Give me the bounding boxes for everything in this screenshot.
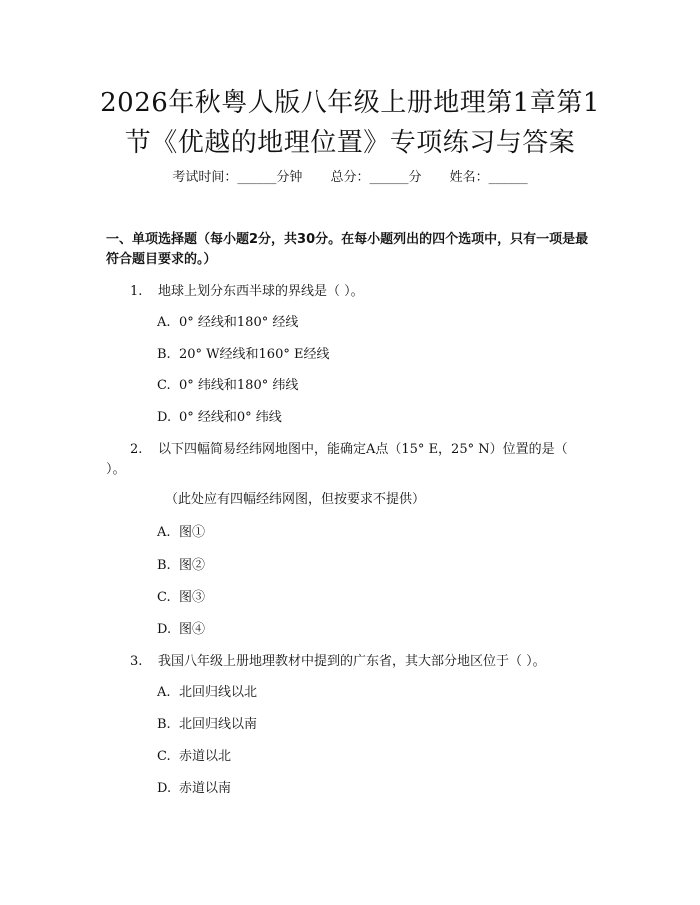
title-line-1: 2026年秋粤人版八年级上册地理第1章第1 <box>100 88 600 118</box>
option-1a <box>157 313 298 333</box>
option-3d <box>157 779 231 799</box>
option-text: 赤道以北 <box>179 749 232 764</box>
option-letter: B. <box>157 717 171 732</box>
option-letter: C. <box>157 749 171 764</box>
option-3c <box>157 747 231 767</box>
option-text: 图④ <box>179 622 206 637</box>
option-2c <box>157 588 205 608</box>
question-text: 我国八年级上册地理教材中提到的广东省，其大部分地区位于（ ）。 <box>158 654 546 669</box>
option-1d <box>157 408 282 428</box>
question-text: 以下四幅简易经纬网地图中，能确定A点（15° E，25° N）位置的是（ ）。 <box>106 442 568 477</box>
option-text: 北回归线以南 <box>179 717 258 732</box>
option-letter: C. <box>157 590 171 605</box>
option-1c <box>157 376 298 396</box>
option-2a <box>157 523 205 543</box>
option-2b <box>157 556 205 576</box>
option-text: 图① <box>179 525 206 540</box>
option-letter: C. <box>157 378 171 393</box>
question-3 <box>106 652 590 672</box>
option-letter: A. <box>157 525 171 540</box>
option-letter: D. <box>157 781 172 796</box>
option-3b <box>157 715 257 735</box>
question-number: 1. <box>130 284 143 299</box>
question-number: 3. <box>130 654 143 669</box>
option-text: 图③ <box>179 590 206 605</box>
title-line-2: 节《优越的地理位置》专项练习与答案 <box>124 128 576 158</box>
option-3a <box>157 683 257 703</box>
option-text: 图② <box>179 558 206 573</box>
option-text: 赤道以南 <box>179 781 232 796</box>
document-title <box>40 83 660 163</box>
option-letter: B. <box>157 347 171 362</box>
question-number: 2. <box>130 442 143 457</box>
question-text: 地球上划分东西半球的界线是（ ）。 <box>158 284 364 299</box>
option-letter: A. <box>157 685 171 700</box>
option-text: 北回归线以北 <box>179 685 258 700</box>
option-2d <box>157 620 205 640</box>
option-letter: A. <box>157 315 171 330</box>
exam-time: 考试时间：______分钟 <box>172 170 303 185</box>
student-name: 姓名：______ <box>449 170 528 185</box>
option-text: 20° W经线和160° E经线 <box>179 347 330 362</box>
figure-note: （此处应有四幅经纬网图，但按要求不提供） <box>165 492 426 507</box>
option-text: 0° 纬线和180° 纬线 <box>179 378 299 393</box>
question-1 <box>106 282 590 302</box>
question-2 <box>106 440 590 480</box>
exam-meta <box>0 168 700 188</box>
section-heading: 一、单项选择题（每小题2分，共30分。在每小题列出的四个选项中，只有一项是最符合题目要求的。） <box>106 232 589 267</box>
option-letter: B. <box>157 558 171 573</box>
total-score: 总分：______分 <box>330 170 422 185</box>
option-letter: D. <box>157 622 172 637</box>
option-text: 0° 经线和0° 纬线 <box>179 410 282 425</box>
option-letter: D. <box>157 410 172 425</box>
option-text: 0° 经线和180° 经线 <box>179 315 299 330</box>
option-1b <box>157 345 329 365</box>
